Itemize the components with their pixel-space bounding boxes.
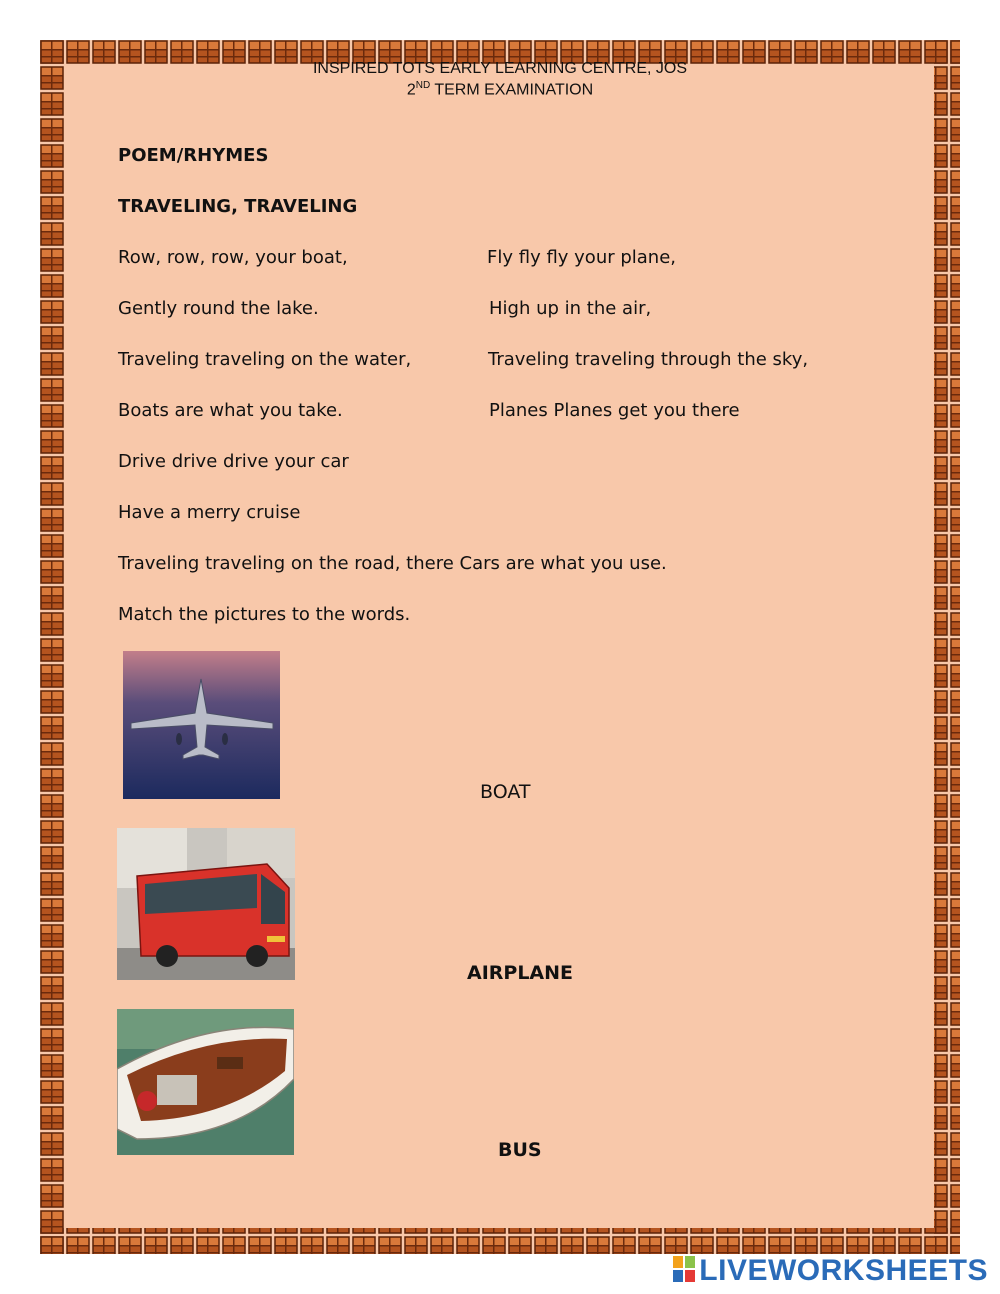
- airplane-photo[interactable]: [123, 651, 280, 799]
- school-name: INSPIRED TOTS EARLY LEARNING CENTRE, JOS: [312, 60, 687, 77]
- poem-line: Boats are what you take.: [118, 400, 343, 421]
- exam-title: 2ND TERM EXAMINATION: [406, 80, 594, 99]
- poem-line: Fly fly fly your plane,: [487, 247, 677, 268]
- liveworksheets-badge-icon: [673, 1256, 695, 1282]
- poem-line: Planes Planes get you there: [489, 400, 740, 421]
- red-bus-photo[interactable]: [117, 828, 295, 980]
- poem-line: Gently round the lake.: [118, 298, 319, 319]
- poem-line: Traveling traveling on the road, there Cars are what you use.: [118, 553, 667, 574]
- poem-line: High up in the air,: [489, 298, 652, 319]
- poem-line: Have a merry cruise: [118, 502, 301, 523]
- poem-line: Drive drive drive your car: [118, 451, 349, 472]
- match-word-boat[interactable]: BOAT: [480, 781, 531, 803]
- wooden-boat-photo[interactable]: [117, 1009, 294, 1155]
- poem-line: Row, row, row, your boat,: [118, 247, 348, 268]
- section-title: POEM/RHYMES: [118, 145, 269, 166]
- liveworksheets-logo: LIVEWORKSHEETS: [673, 1254, 988, 1288]
- poem-title: TRAVELING, TRAVELING: [118, 196, 358, 217]
- poem-line: Traveling traveling through the sky,: [488, 349, 809, 370]
- match-word-bus[interactable]: BUS: [498, 1139, 542, 1161]
- match-word-airplane[interactable]: AIRPLANE: [467, 962, 574, 984]
- instruction: Match the pictures to the words.: [118, 604, 411, 625]
- poem-line: Traveling traveling on the water,: [118, 349, 412, 370]
